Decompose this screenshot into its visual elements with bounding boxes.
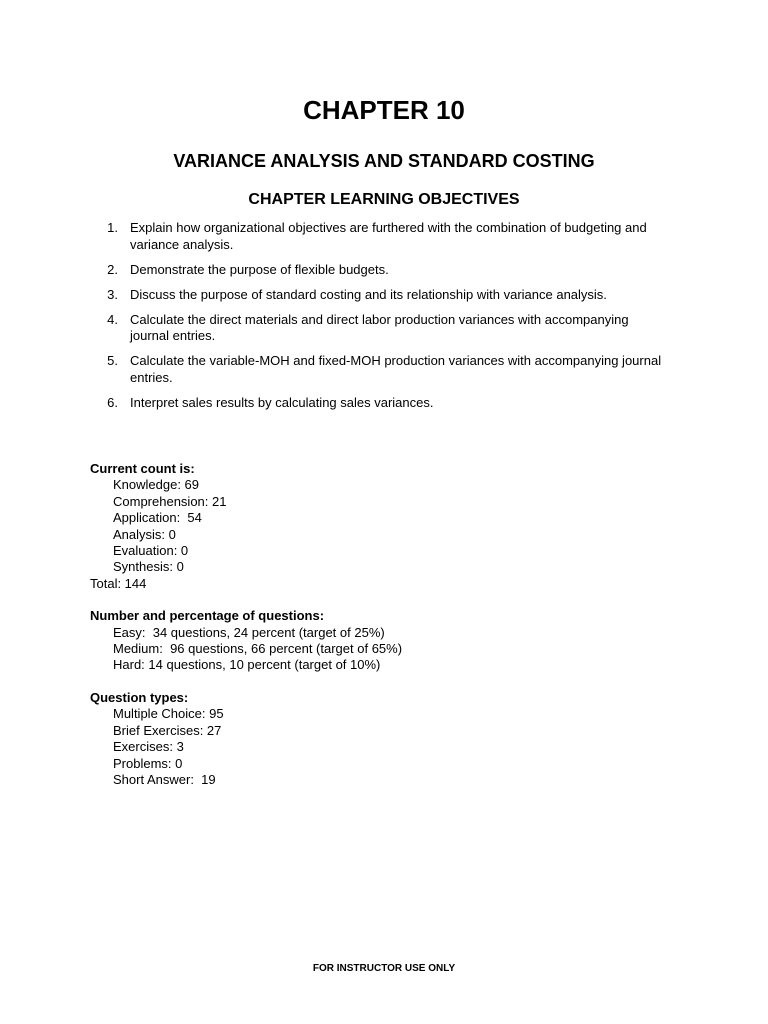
count-comprehension: Comprehension: 21 (113, 493, 227, 509)
objectives-heading: CHAPTER LEARNING OBJECTIVES (248, 191, 520, 208)
type-short-answer: Short Answer: 19 (113, 771, 216, 787)
objective-text: Calculate the variable-MOH and fixed-MOH production variances with accompanying journal entries. (130, 353, 662, 385)
objective-text: Demonstrate the purpose of flexible budgets. (130, 261, 389, 277)
objective-text: Interpret sales results by calculating sales variances. (130, 394, 434, 410)
objective-number: 1. (107, 220, 118, 235)
objective-item (0, 220, 768, 253)
objective-item (0, 262, 768, 279)
objective-number: 5. (107, 353, 118, 368)
objective-item (0, 353, 768, 386)
footer-notice: FOR INSTRUCTOR USE ONLY (312, 963, 456, 974)
objective-number: 2. (107, 261, 118, 277)
difficulty-heading: Number and percentage of questions: (90, 608, 325, 624)
objective-text: Discuss the purpose of standard costing and its relationship with variance analysis. (130, 286, 607, 302)
question-types-heading: Question types: (90, 689, 189, 705)
objective-number: 3. (107, 286, 118, 302)
type-brief-exercises: Brief Exercises: 27 (113, 722, 222, 738)
question-statistics (90, 461, 402, 788)
objective-number: 4. (107, 311, 118, 327)
objective-item (0, 287, 768, 304)
objectives-list (0, 220, 768, 420)
objective-item (0, 312, 768, 345)
chapter-number: CHAPTER 10 (303, 95, 465, 125)
type-exercises: Exercises: 3 (113, 739, 184, 755)
type-multiple-choice: Multiple Choice: 95 (113, 706, 224, 722)
count-evaluation: Evaluation: 0 (113, 543, 189, 559)
objective-text: Explain how organizational objectives are furthered with the combination of budgeting and variance analysis. (130, 220, 647, 252)
current-count-heading: Current count is: (90, 461, 195, 476)
count-total: Total: 144 (90, 575, 147, 591)
objective-number: 6. (107, 394, 118, 410)
objective-item (0, 395, 768, 412)
difficulty-hard: Hard: 14 questions, 10 percent (target of 10%) (113, 657, 381, 673)
type-problems: Problems: 0 (113, 755, 183, 771)
count-application: Application: 54 (113, 510, 202, 526)
count-analysis: Analysis: 0 (113, 526, 176, 542)
difficulty-medium: Medium: 96 questions, 66 percent (target of 65%) (113, 641, 403, 657)
difficulty-easy: Easy: 34 questions, 24 percent (target of 25%) (113, 624, 385, 640)
chapter-title: VARIANCE ANALYSIS AND STANDARD COSTING (173, 151, 595, 171)
objective-text: Calculate the direct materials and direct labor production variances with accompanying journal entries. (130, 311, 629, 343)
count-synthesis: Synthesis: 0 (113, 559, 184, 575)
count-knowledge: Knowledge: 69 (113, 477, 200, 493)
